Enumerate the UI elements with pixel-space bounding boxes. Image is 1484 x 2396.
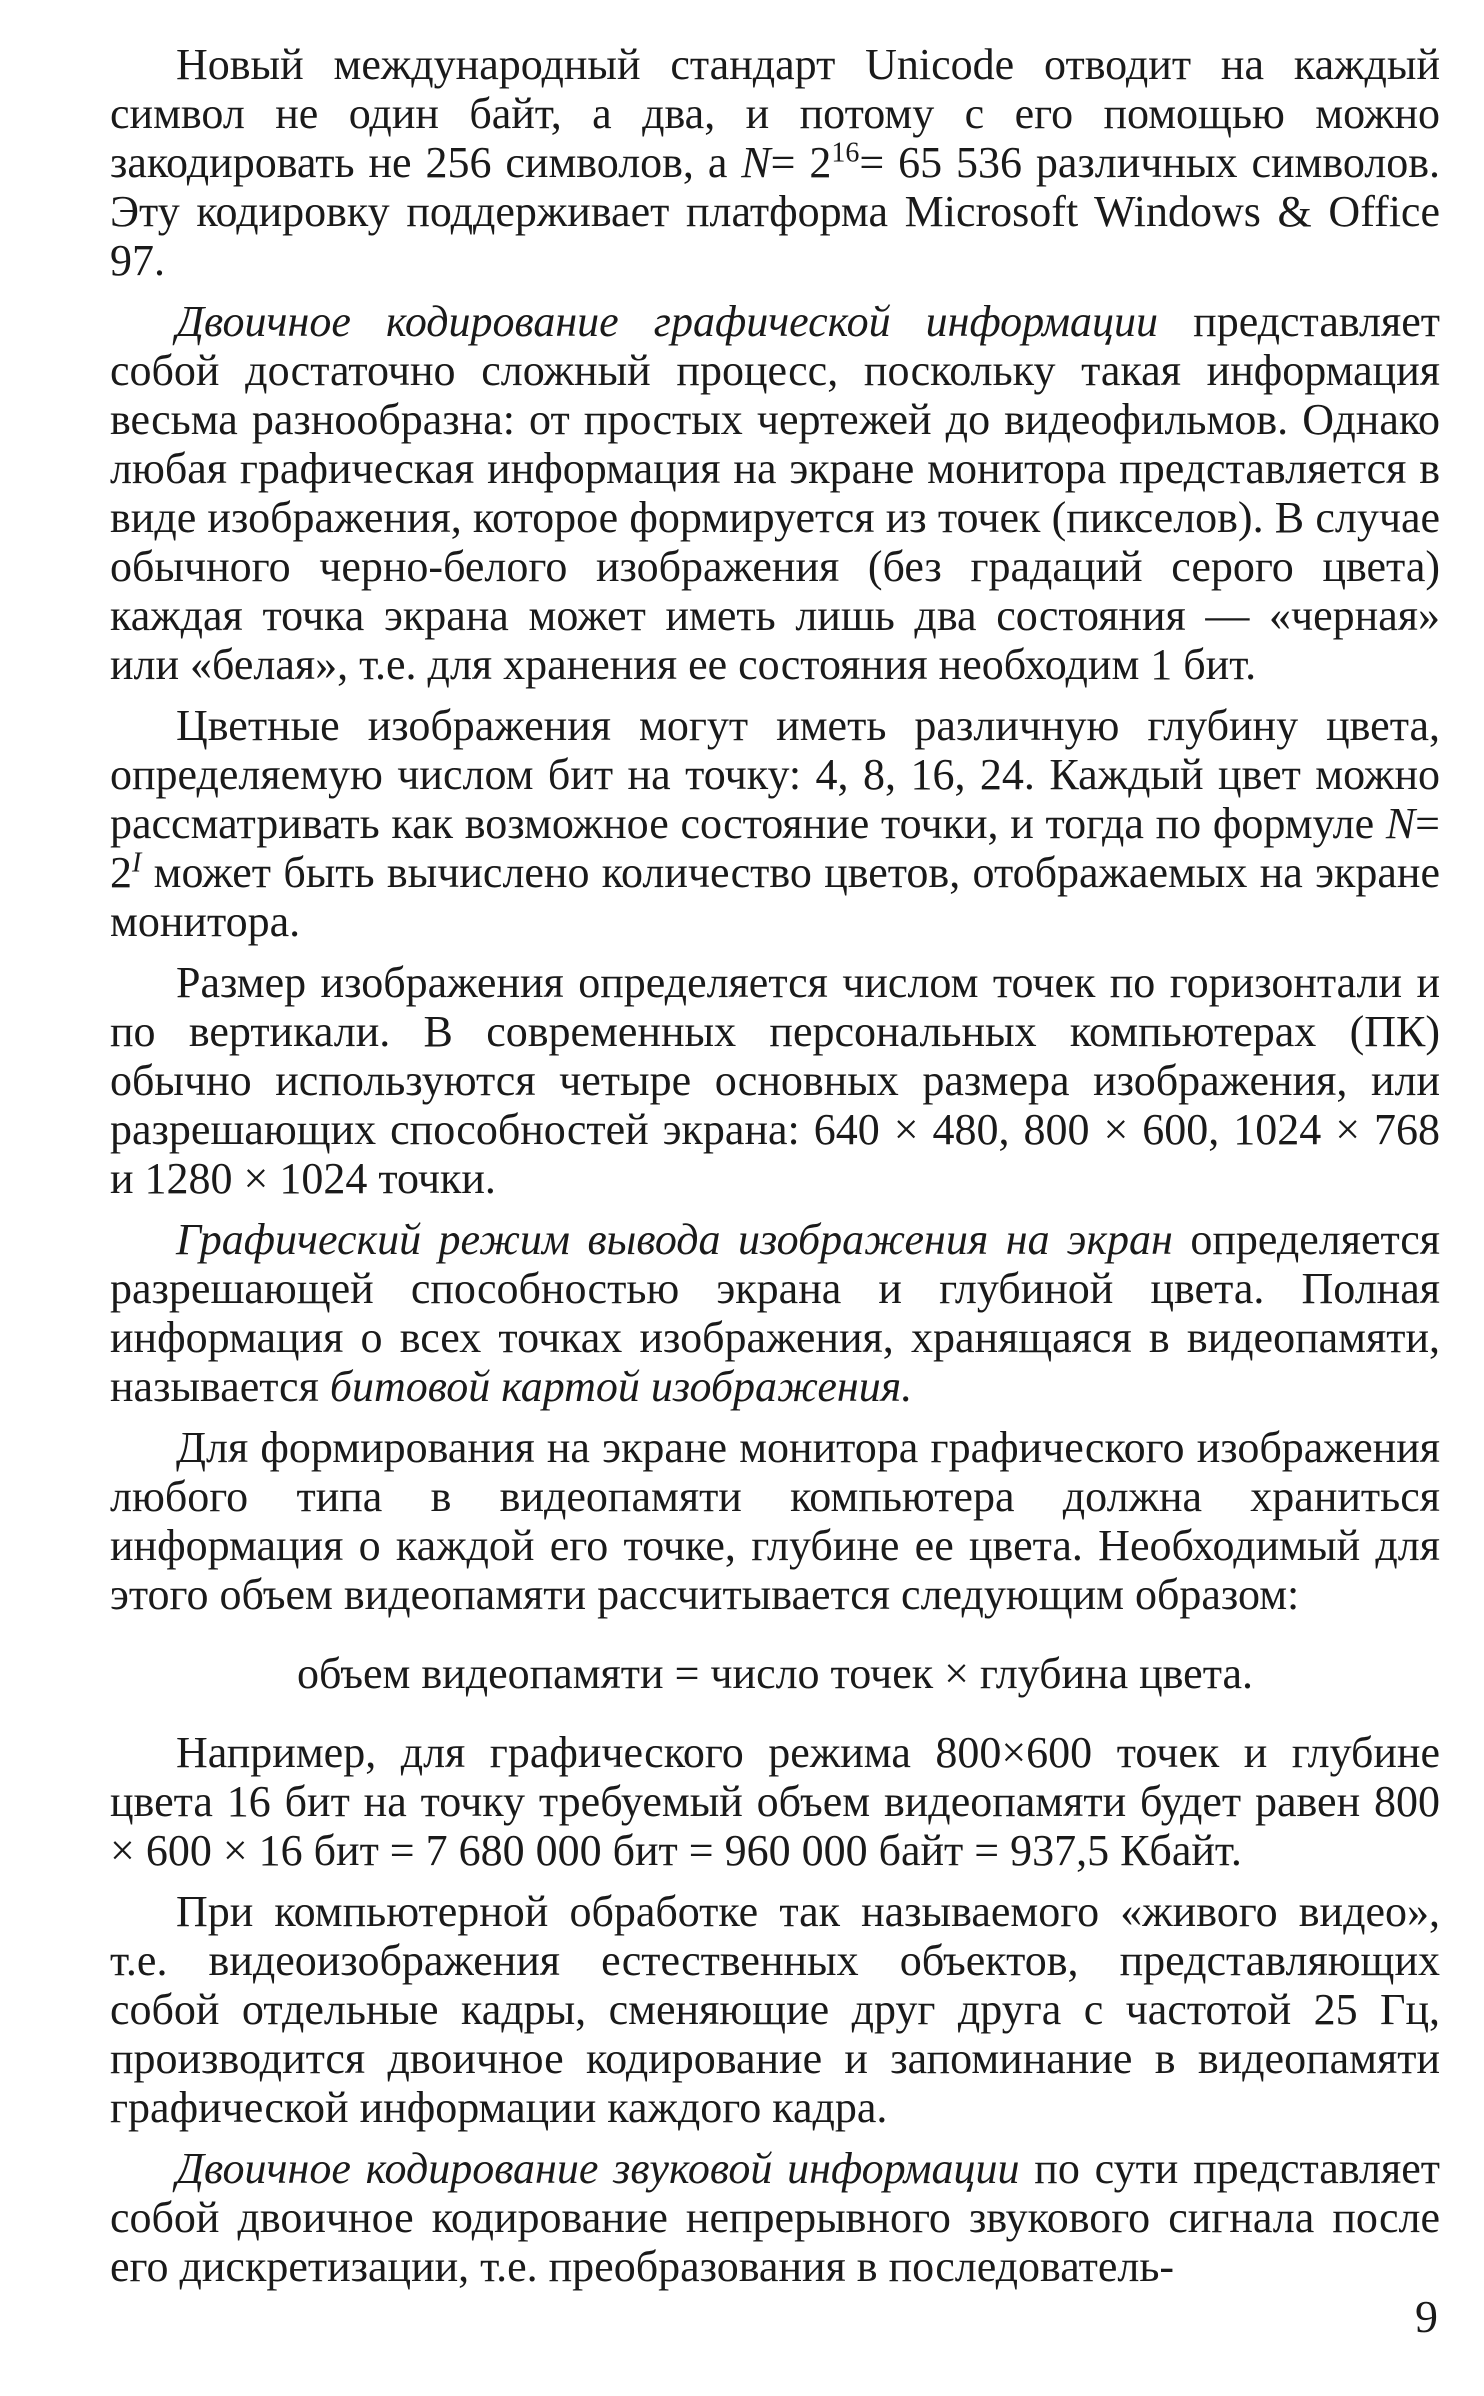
p2-italic-term: Двоичное кодирование графической информации bbox=[176, 297, 1159, 346]
p2-text: представляет собой достаточно сложный процесс, поскольку такая информация весьма разнообразна: от простых чертежей до видеофильмов. Однако любая графическая информация на экране монитора представляется в виде изображения, которое формируется из точек (пикселов). В случае обычного черно-белого изображения (без градаций серого цвета) каждая точка экрана может иметь лишь два состояния — «черная» или «белая», т.е. для хранения ее состояния необходим 1 бит. bbox=[110, 297, 1440, 689]
paragraph-image-size bbox=[110, 958, 1440, 1203]
paragraph-audio-encoding bbox=[110, 2144, 1440, 2291]
p5-italic-bitmap: битовой картой изображения. bbox=[329, 1362, 913, 1411]
paragraph-graphic-mode bbox=[110, 1215, 1440, 1411]
p3-text-a: Цветные изображения могут иметь различную глубину цвета, определяемую числом бит на точку: 4, 8, 16, 24. Каждый цвет можно рассматривать как возможное состояние точки, и тогда по формуле bbox=[110, 701, 1440, 848]
p1-text-a: Новый международный стандарт Unicode отводит на каждый символ не один байт, а два, и потому с его помощью можно закодировать не 256 символов, а bbox=[110, 40, 1440, 187]
page-number: 9 bbox=[1415, 2291, 1438, 2342]
formula-video-memory: объем видеопамяти = число точек × глубина цвета. bbox=[296, 1649, 1253, 1698]
p1-n-variable: N bbox=[741, 138, 771, 187]
paragraph-video-memory bbox=[110, 1423, 1440, 1619]
p7-text: Например, для графического режима 800×600 точек и глубине цвета 16 бит на точку требуемый объем видеопамяти будет равен 800 × 600 × 16 бит = 7 680 000 бит = 960 000 байт = 937,5 Кбайт. bbox=[110, 1728, 1440, 1875]
p3-text-b: может быть вычислено количество цветов, отображаемых на экране монитора. bbox=[110, 848, 1440, 946]
p3-equals: = 2 bbox=[110, 799, 1440, 897]
paragraph-example bbox=[110, 1728, 1440, 1875]
p1-equals: = 2 bbox=[770, 138, 832, 187]
paragraph-graphic-encoding bbox=[110, 297, 1440, 689]
p6-text: Для формирования на экране монитора графического изображения любого типа в видеопамяти компьютера должна храниться информация о каждой его точке, глубине ее цвета. Необходимый для этого объем видеопамяти рассчитывается следующим образом: bbox=[110, 1423, 1440, 1619]
page-body bbox=[110, 40, 1440, 2303]
p3-n-variable: N bbox=[1385, 799, 1416, 848]
paragraph-color-depth bbox=[110, 701, 1440, 946]
p1-text-b: = 65 536 различных символов. Эту кодировку поддерживает платформа Microsoft Windows & Office 97. bbox=[110, 138, 1440, 285]
p9-italic-term: Двоичное кодирование звуковой информации bbox=[176, 2144, 1020, 2193]
p3-exponent: I bbox=[132, 847, 142, 879]
p5-italic-term: Графический режим вывода изображения на экран bbox=[176, 1215, 1173, 1264]
p4-text: Размер изображения определяется числом точек по горизонтали и по вертикали. В современных персональных компьютерах (ПК) обычно используются четыре основных размера изображения, или разрешающих способностей экрана: 640 × 480, 800 × 600, 1024 × 768 и 1280 × 1024 точки. bbox=[110, 958, 1440, 1203]
p1-exponent: 16 bbox=[831, 137, 860, 169]
p9-text: по сути представляет собой двоичное кодирование непрерывного звукового сигнала после его дискретизации, т.е. преобразования в последователь- bbox=[110, 2144, 1440, 2291]
p8-text: При компьютерной обработке так называемого «живого видео», т.е. видеоизображения естественных объектов, представляющих собой отдельные кадры, сменяющие друг друга с частотой 25 Гц, производится двоичное кодирование и запоминание в видеопамяти графической информации каждого кадра. bbox=[110, 1887, 1440, 2132]
paragraph-unicode bbox=[110, 40, 1440, 285]
p5-text: определяется разрешающей способностью экрана и глубиной цвета. Полная информация о всех точках изображения, хранящаяся в видеопамяти, называется bbox=[110, 1215, 1441, 1411]
paragraph-live-video bbox=[110, 1887, 1440, 2132]
